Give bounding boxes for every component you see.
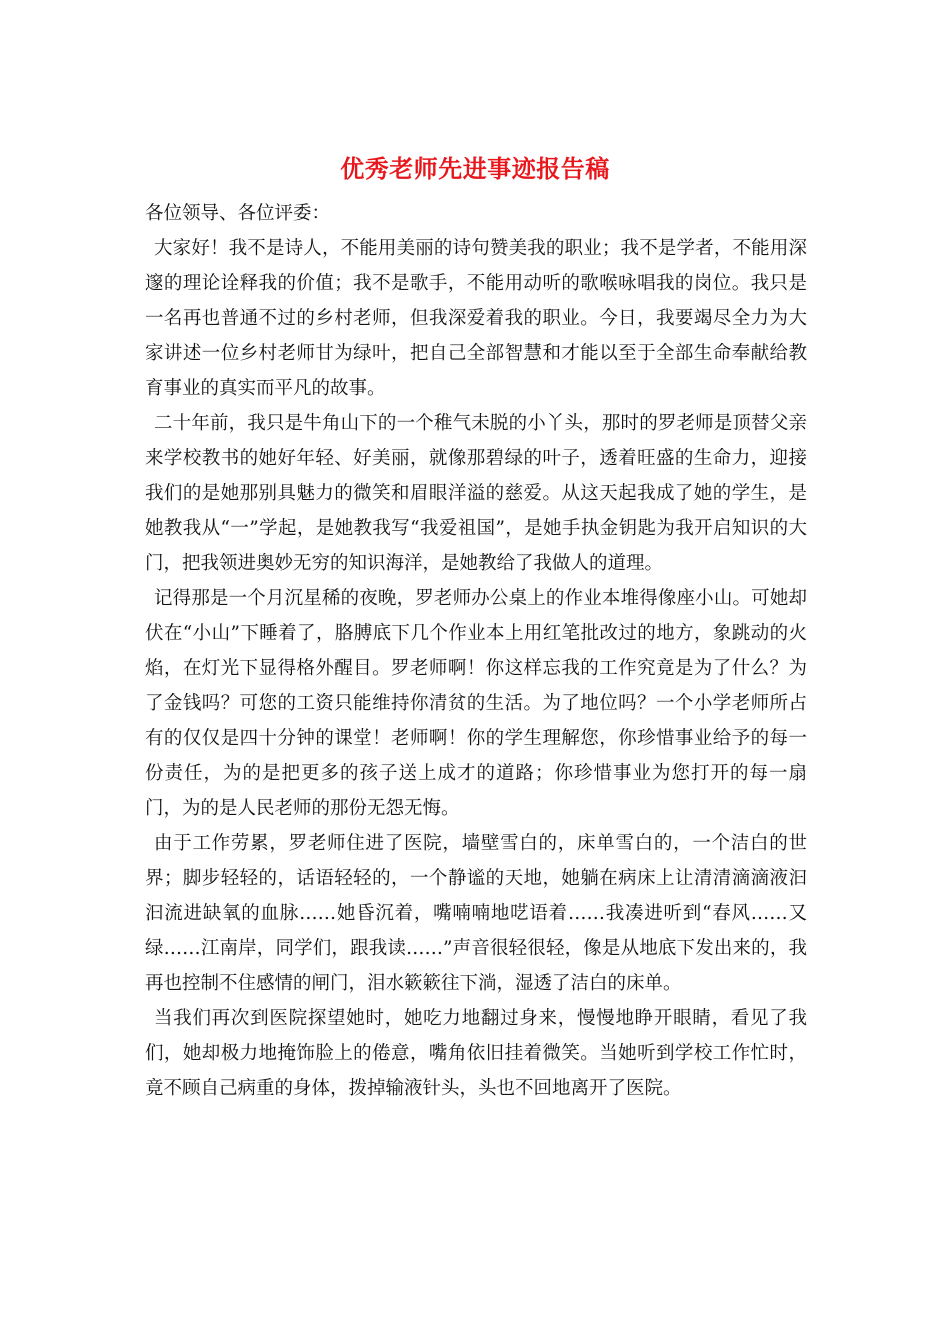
paragraph-5: 当我们再次到医院探望她时，她吃力地翻过身来，慢慢地睁开眼睛，看见了我们，她却极力地掩饰脸上的倦意，嘴角依旧挂着微笑。当她听到学校工作忙时，竟不顾自己病重的身体，拨掉输液针头，头也不回地离开了医院。 [145, 1008, 807, 1099]
paragraph-3: 记得那是一个月沉星稀的夜晚，罗老师办公桌上的作业本堆得像座小山。可她却伏在“小山”下睡着了，胳膊底下几个作业本上用红笔批改过的地方，象跳动的火焰，在灯光下显得格外醒目。罗老师啊！你这样忘我的工作究竟是为了什么？为了金钱吗？可您的工资只能维持你清贫的生活。为了地位吗？一个小学老师所占有的仅仅是四十分钟的课堂！老师啊！你的学生理解您，你珍惜事业给予的每一份责任，为的是把更多的孩子送上成才的道路；你珍惜事业为您打开的每一扇门，为的是人民老师的那份无怨无悔。 [145, 588, 807, 819]
paragraph-4: 由于工作劳累，罗老师住进了医院，墙壁雪白的，床单雪白的，一个洁白的世界；脚步轻轻的，话语轻轻的，一个静谧的天地，她躺在病床上让清清滴滴液汩汩流进缺氧的血脉……她昏沉着，嘴喃喃地呓语着……我凑进听到“春风……又绿……江南岸，同学们，跟我读……”声音很轻很轻，像是从地底下发出来的，我再也控制不住感情的闸门，泪水簌簌往下淌，湿透了洁白的床单。 [145, 833, 807, 994]
salutation: 各位领导、各位评委： [145, 203, 331, 224]
document-body [145, 196, 807, 1106]
paragraph-2: 二十年前，我只是牛角山下的一个稚气未脱的小丫头，那时的罗老师是顶替父亲来学校教书的她好年轻、好美丽，就像那碧绿的叶子，透着旺盛的生命力，迎接我们的是她那别具魅力的微笑和眉眼洋溢的慈爱。从这天起我成了她的学生，是她教我从“一”学起，是她教我写“我爱祖国”，是她手执金钥匙为我开启知识的大门，把我领进奥妙无穷的知识海洋，是她教给了我做人的道理。 [145, 413, 807, 574]
document-title: 优秀老师先进事迹报告稿 [340, 154, 610, 183]
paragraph-1: 大家好！我不是诗人，不能用美丽的诗句赞美我的职业；我不是学者，不能用深邃的理论诠释我的价值；我不是歌手，不能用动听的歌喉咏唱我的岗位。我只是一名再也普通不过的乡村老师，但我深爱着我的职业。今日，我要竭尽全力为大家讲述一位乡村老师甘为绿叶，把自己全部智慧和才能以至于全部生命奉献给教育事业的真实而平凡的故事。 [145, 238, 807, 399]
